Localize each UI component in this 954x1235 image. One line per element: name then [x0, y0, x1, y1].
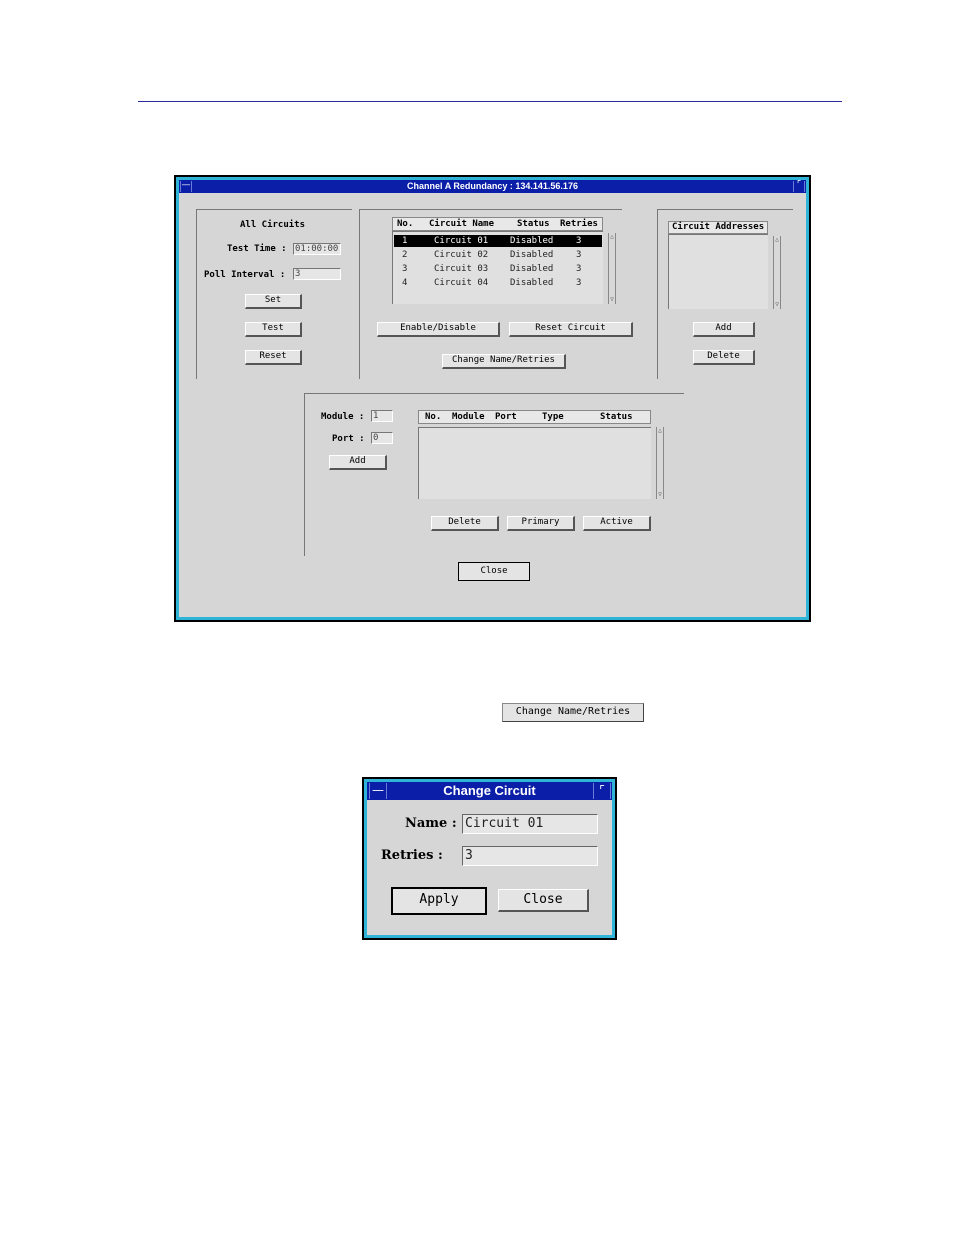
scroll-down-icon[interactable]: ▽ — [658, 491, 662, 498]
dialog-resize-icon[interactable]: ⌜ — [593, 783, 611, 799]
col-no: No. — [425, 412, 442, 422]
ports-list[interactable] — [418, 427, 651, 499]
enable-disable-button[interactable]: Enable/Disable — [377, 322, 500, 337]
col-port: Port — [495, 412, 517, 422]
apply-button[interactable]: Apply — [391, 887, 487, 915]
test-time-label: Test Time : — [227, 244, 287, 254]
address-add-button[interactable]: Add — [693, 322, 755, 337]
circuit-name: Circuit 02 — [434, 250, 489, 260]
circuits-scrollbar[interactable] — [608, 233, 616, 304]
scroll-down-icon[interactable]: ▽ — [775, 301, 779, 308]
test-time-field[interactable]: 01:00:00 — [293, 243, 341, 255]
circuits-list[interactable] — [392, 231, 603, 304]
scroll-down-icon[interactable]: ▽ — [610, 296, 614, 303]
col-retries: Retries — [560, 219, 598, 229]
addresses-scrollbar[interactable] — [773, 236, 781, 309]
scroll-up-icon[interactable]: △ — [610, 233, 614, 240]
test-button[interactable]: Test — [245, 322, 302, 337]
circuit-addresses-header: Circuit Addresses — [668, 221, 768, 234]
change-name-retries-button[interactable]: Change Name/Retries — [442, 354, 566, 369]
port-field[interactable]: 0 — [371, 432, 393, 444]
channel-redundancy-window — [174, 175, 811, 622]
circuit-retries: 3 — [576, 264, 582, 274]
dialog-menu-icon[interactable]: — — [369, 783, 387, 799]
reset-button[interactable]: Reset — [245, 350, 302, 365]
circuit-addresses-list[interactable] — [668, 234, 768, 309]
circuit-row[interactable] — [394, 263, 602, 275]
circuit-status: Disabled — [510, 264, 554, 274]
window-menu-icon[interactable]: — — [181, 180, 191, 190]
window-resize-icon[interactable]: ⌜ — [793, 181, 805, 192]
circuit-no: 4 — [402, 278, 408, 288]
circuit-retries: 3 — [576, 250, 582, 260]
top-rule — [138, 101, 842, 102]
primary-button[interactable]: Primary — [507, 516, 575, 531]
dialog-titlebar[interactable] — [367, 782, 612, 800]
port-add-button[interactable]: Add — [329, 455, 387, 470]
all-circuits-heading: All Circuits — [240, 220, 306, 230]
active-button[interactable]: Active — [583, 516, 651, 531]
close-button[interactable]: Close — [458, 562, 530, 581]
module-label: Module : — [321, 412, 365, 422]
scroll-up-icon[interactable]: △ — [775, 236, 779, 243]
col-circuit-name: Circuit Name — [429, 219, 495, 229]
ports-scrollbar[interactable] — [656, 427, 664, 499]
circuit-no: 2 — [402, 250, 408, 260]
port-delete-button[interactable]: Delete — [431, 516, 499, 531]
circuit-name: Circuit 03 — [434, 264, 489, 274]
circuits-list-header — [392, 217, 603, 231]
col-status: Status — [600, 412, 633, 422]
port-label: Port : — [332, 434, 365, 444]
circuit-row[interactable] — [394, 277, 602, 289]
set-button[interactable]: Set — [245, 294, 302, 309]
circuit-status: Disabled — [510, 236, 554, 246]
col-no: No. — [397, 219, 414, 229]
poll-interval-label: Poll Interval : — [204, 270, 286, 280]
ports-list-header — [418, 410, 651, 424]
circuit-no: 1 — [402, 236, 408, 246]
poll-interval-field[interactable]: 3 — [293, 268, 341, 280]
col-type: Type — [542, 412, 564, 422]
window-titlebar[interactable] — [179, 180, 806, 193]
circuit-row[interactable] — [394, 235, 602, 247]
circuit-status: Disabled — [510, 250, 554, 260]
dialog-close-button[interactable]: Close — [498, 889, 589, 912]
dialog-title: Change Circuit — [443, 783, 536, 798]
name-field[interactable]: Circuit 01 — [462, 814, 598, 834]
circuit-name: Circuit 04 — [434, 278, 489, 288]
circuit-no: 3 — [402, 264, 408, 274]
retries-label: Retries : — [381, 848, 443, 863]
col-module: Module — [452, 412, 485, 422]
change-circuit-dialog — [362, 777, 617, 940]
module-field[interactable]: 1 — [371, 410, 393, 422]
name-label: Name : — [405, 816, 457, 831]
reset-circuit-button[interactable]: Reset Circuit — [509, 322, 633, 337]
change-name-retries-button-example[interactable]: Change Name/Retries — [502, 703, 644, 722]
retries-field[interactable]: 3 — [462, 846, 598, 866]
circuit-name: Circuit 01 — [434, 236, 489, 246]
circuit-retries: 3 — [576, 278, 582, 288]
col-status: Status — [517, 219, 550, 229]
circuit-row[interactable] — [394, 249, 602, 261]
window-title: Channel A Redundancy : 134.141.56.176 — [407, 181, 578, 191]
scroll-up-icon[interactable]: △ — [658, 427, 662, 434]
address-delete-button[interactable]: Delete — [693, 350, 755, 365]
circuit-retries: 3 — [576, 236, 582, 246]
circuit-status: Disabled — [510, 278, 554, 288]
